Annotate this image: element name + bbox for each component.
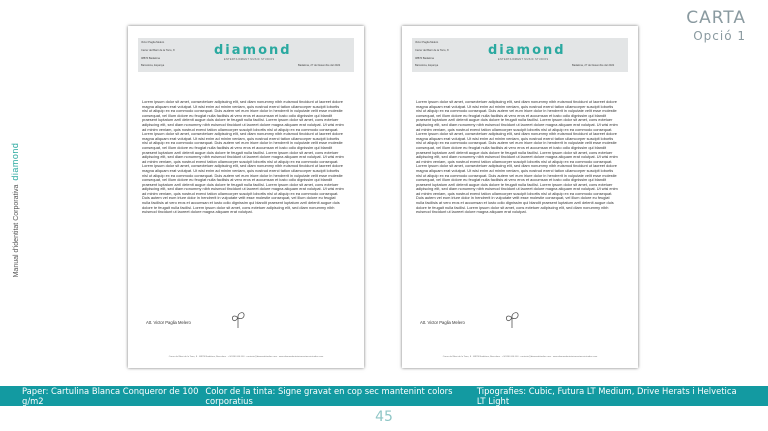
letter-body: Lorem ipsum dolor sit amet, consectetuer adipiscing elit, sed diam nonummy nibh euismod tincidunt ut laoreet dolore magna aliquam erat volutpat. Ut wisi enim ad minim veniam, quis nostrud exerci tation ullamcorper suscipit lobortis nisl ut aliquip ex ea commodo consequat. Duis autem vel eum iriure dolor in hendrerit in vulputate velit esse molestie consequat, vel illum dolore eu feugiat nulla facilisis at vero eros et accumsan et iusto odio dignissim qui blandit praesent luptatum zzril delenit augue duis dolore te feugait nulla facilisi. Lorem ipsum dolor sit amet, cons ectetuer adipiscing elit, sed diam nonummy nibh euismod tincidunt ut laoreet dolore magna aliquam erat volutpat. Ut wisi enim ad minim veniam, quis nostrud exerci tation ullamcorper suscipit lobortis nisl ut aliquip ex ea commodo consequat. Lorem ipsum dolor sit amet, consectetuer adipiscing elit, sed diam nonummy nibh euismod tincidunt ut laoreet dolore magna aliquam erat volutpat. Ut wisi enim ad minim veniam, quis nostrud exerci tation ullamcorper suscipit lobortis nisl ut aliquip ex ea commodo consequat. Duis autem vel eum iriure dolor in hendrerit in vulputate velit esse molestie consequat, vel illum dolore eu feugiat nulla facilisis at vero eros et accumsan et iusto odio dignissim qui blandit praesent luptatum zzril delenit augue duis dolore te feugait nulla facilisi. Lorem ipsum dolor sit amet, cons ectetuer adipiscing elit, sed diam nonummy nibh euismod tincidunt ut laoreet dolore magna aliquam erat volutpat. Ut wisi enim ad minim veniam, quis nostrud exerci tation ullamcorper suscipit lobortis nisl ut aliquip ex ea commodo consequat. Lorem ipsum dolor sit amet, consectetuer adipiscing elit, sed diam nonummy nibh euismod tincidunt ut laoreet dolore magna aliquam erat volutpat. Ut wisi enim ad minim veniam, quis nostrud exerci tation ullamcorper suscipit lobortis nisl ut aliquip ex ea commodo consequat. Duis autem vel eum iriure dolor in hendrerit in vulputate velit esse molestie consequat, vel illum dolore eu feugiat nulla facilisis at vero eros et accumsan et iusto odio dignissim qui blandit praesent luptatum zzril delenit augue duis dolore te feugait nulla facilisi. Lorem ipsum dolor sit amet, cons ectetuer adipiscing elit, sed diam nonummy nibh euismod tincidunt ut laoreet dolore magna aliquam erat volutpat. Ut wisi enim ad minim veniam, quis nostrud exerci tation ullamcorper suscipit lobortis nisl ut aliquip ex ea commodo consequat. Duis autem vel eum iriure dolor in hendrerit in vulputate velit esse molestie consequat, vel illum dolore eu feugiat nulla facilisis at vero eros et accumsan et iusto odio dignissim qui blandit praesent luptatum zzril delenit augue duis dolore te feugait nulla facilisi. Lorem ipsum dolor sit amet, cons ectetuer adipiscing elit, sed diam nonummy nibh euismod tincidunt ut laoreet dolore magna aliquam erat volutpat.	[416, 99, 618, 215]
letterhead	[412, 38, 628, 72]
letter-sheet-left	[128, 26, 364, 368]
sender-city: Barcelona, Espanya	[415, 64, 439, 67]
signoff: Att. Victor Paglia Melero	[420, 320, 465, 325]
letter-date: Badalona, 27 de Desembre del 2022	[572, 64, 615, 67]
side-label-brand: diamond	[10, 142, 20, 181]
sender-postal: 08870 Badalona	[415, 57, 434, 60]
letter-date: Badalona, 27 de Desembre del 2022	[298, 64, 341, 67]
letter-body: Lorem ipsum dolor sit amet, consectetuer adipiscing elit, sed diam nonummy nibh euismod tincidunt ut laoreet dolore magna aliquam erat volutpat. Ut wisi enim ad minim veniam, quis nostrud exerci tation ullamcorper suscipit lobortis nisl ut aliquip ex ea commodo consequat. Duis autem vel eum iriure dolor in hendrerit in vulputate velit esse molestie consequat, vel illum dolore eu feugiat nulla facilisis at vero eros et accumsan et iusto odio dignissim qui blandit praesent luptatum zzril delenit augue duis dolore te feugait nulla facilisi. Lorem ipsum dolor sit amet, cons ectetuer adipiscing elit, sed diam nonummy nibh euismod tincidunt ut laoreet dolore magna aliquam erat volutpat. Ut wisi enim ad minim veniam, quis nostrud exerci tation ullamcorper suscipit lobortis nisl ut aliquip ex ea commodo consequat. Lorem ipsum dolor sit amet, consectetuer adipiscing elit, sed diam nonummy nibh euismod tincidunt ut laoreet dolore magna aliquam erat volutpat. Ut wisi enim ad minim veniam, quis nostrud exerci tation ullamcorper suscipit lobortis nisl ut aliquip ex ea commodo consequat. Duis autem vel eum iriure dolor in hendrerit in vulputate velit esse molestie consequat, vel illum dolore eu feugiat nulla facilisis at vero eros et accumsan et iusto odio dignissim qui blandit praesent luptatum zzril delenit augue duis dolore te feugait nulla facilisi. Lorem ipsum dolor sit amet, cons ectetuer adipiscing elit, sed diam nonummy nibh euismod tincidunt ut laoreet dolore magna aliquam erat volutpat. Ut wisi enim ad minim veniam, quis nostrud exerci tation ullamcorper suscipit lobortis nisl ut aliquip ex ea commodo consequat. Lorem ipsum dolor sit amet, consectetuer adipiscing elit, sed diam nonummy nibh euismod tincidunt ut laoreet dolore magna aliquam erat volutpat. Ut wisi enim ad minim veniam, quis nostrud exerci tation ullamcorper suscipit lobortis nisl ut aliquip ex ea commodo consequat. Duis autem vel eum iriure dolor in hendrerit in vulputate velit esse molestie consequat, vel illum dolore eu feugiat nulla facilisis at vero eros et accumsan et iusto odio dignissim qui blandit praesent luptatum zzril delenit augue duis dolore te feugait nulla facilisi. Lorem ipsum dolor sit amet, cons ectetuer adipiscing elit, sed diam nonummy nibh euismod tincidunt ut laoreet dolore magna aliquam erat volutpat. Ut wisi enim ad minim veniam, quis nostrud exerci tation ullamcorper suscipit lobortis nisl ut aliquip ex ea commodo consequat. Duis autem vel eum iriure dolor in hendrerit in vulputate velit esse molestie consequat, vel illum dolore eu feugiat nulla facilisis at vero eros et accumsan et iusto odio dignissim qui blandit praesent luptatum zzril delenit augue duis dolore te feugait nulla facilisi. Lorem ipsum dolor sit amet, cons ectetuer adipiscing elit, sed diam nonummy nibh euismod tincidunt ut laoreet dolore magna aliquam erat volutpat.	[142, 99, 344, 215]
signature-mark	[226, 306, 250, 330]
spec-bar	[0, 386, 768, 406]
sender-street: Carrer del Barri de la Torre, 8	[415, 49, 449, 52]
letter-footer: Carrer del Barri de la Torre, 8 · 08870 Badalona, Barcelona · +34 690 000 000 · contacte@diamondstudios.com · www.diamondentertainmentmusicstudios.com	[168, 356, 324, 358]
font-spec: Tipografies: Cubic, Futura LT Medium, Drive Herats i Helvetica LT Light	[476, 386, 737, 406]
brand-tagline: ENTERTAINMENT MUSIC STUDIOS	[498, 58, 549, 61]
sender-city: Barcelona, Espanya	[141, 64, 165, 67]
letter-sheet-right	[402, 26, 638, 368]
paper-spec: Paper: Cartulina Blanca Conqueror de 100 g/m2	[22, 386, 199, 406]
section-title	[686, 8, 746, 44]
brand-logo: diamond	[214, 43, 292, 58]
letterhead	[138, 38, 354, 72]
letter-footer: Carrer del Barri de la Torre, 8 · 08870 Badalona, Barcelona · +34 690 000 000 · contacte@diamondstudios.com · www.diamondentertainmentmusicstudios.com	[442, 356, 598, 358]
page-number: 45	[375, 409, 393, 425]
side-label	[10, 115, 20, 305]
brand-tagline: ENTERTAINMENT MUSIC STUDIOS	[224, 58, 275, 61]
section-title-option: Opció 1	[693, 29, 746, 43]
ink-spec: Color de la tinta: Signe gravat en cop sec mantenint colors corporatius	[205, 386, 453, 406]
signature-mark	[500, 306, 524, 330]
section-title-main: CARTA	[686, 8, 746, 28]
signoff: Att. Victor Paglia Melero	[146, 320, 191, 325]
sender-name: Victor Paglia Melero	[141, 41, 165, 44]
side-label-text: Manual d'identitat Corporativa	[13, 184, 20, 278]
sender-postal: 08870 Badalona	[141, 57, 160, 60]
sender-street: Carrer del Barri de la Torre, 8	[141, 49, 175, 52]
brand-logo: diamond	[488, 43, 566, 58]
sender-name: Victor Paglia Melero	[415, 41, 439, 44]
